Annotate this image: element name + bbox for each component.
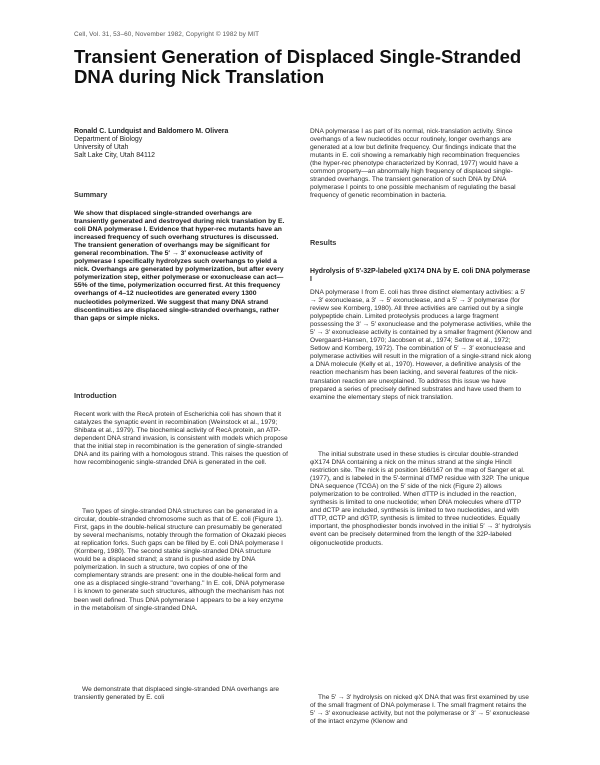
author-names: Ronald C. Lundquist and Baldomero M. Olivera (74, 128, 229, 135)
author-block (74, 128, 289, 160)
author-department: Department of Biology (74, 136, 143, 144)
intro-paragraph-3: We demonstrate that displaced single-stranded DNA overhangs are transiently generated by E. coli (74, 686, 280, 702)
article-title: Transient Generation of Displaced Single-Stranded DNA during Nick Translation (74, 46, 522, 87)
author-city: Salt Lake City, Utah 84112 (74, 152, 155, 160)
results-heading: Results (310, 238, 337, 247)
intro-paragraph-2: Two types of single-stranded DNA structures can be generated in a circular, double-stranded chromosome such as that of E. coli (Figure 1). First, gaps in the double-helical structure can presumably be generated by several mechanisms, notably through the formation of Okazaki pieces at replication forks. Such gaps can be filled by E. coli DNA polymerase I (Kornberg, 1980). The second stable single-stranded DNA structure would be a displaced strand; a strand is pushed aside by DNA polymerization. In such a structure, two copies of one of the complementary strands are present: one in the double-helical form and one as a displaced single-strand "overhang." In E. coli, DNA polymerase I is known to generate such structures, although the mechanism has not been well defined. Thus DNA polymerase I appears to be a key enzyme in the metabolism of single-stranded DNA. (74, 508, 287, 612)
introduction-heading: Introduction (74, 391, 117, 400)
results-subheading: Hydrolysis of 5′-32P-labeled φX174 DNA by E. coli DNA polymerase I (310, 268, 531, 284)
right-paragraph-2: DNA polymerase I from E. coli has three distinct elementary activities: a 5′ → 3′ exonuclease, a 3′ → 5′ exonuclease, and a 5′ → 3′ polymerase (for review see Kornberg, 1980). All three activities are carried out by a single polypeptide chain. Limited proteolysis produces a large fragment possessing the 3′ → 5′ exonuclease and the polymerase activities, while the 5′ → 3′ exonuclease activity is contained by a smaller fragment (Klenow and Overgaard-Hansen, 1970; Jacobsen et al., 1974; Setlow et al., 1972; Setlow and Kornberg, 1972). The combination of 5′ → 3′ exonuclease and polymerase activities will result in the migration of a single-strand nick along a DNA molecule (Kelly et al., 1970). However, a definitive analysis of the reaction mechanism has been lacking, and several features of the nick-translation reaction are unexplained. To address this issue we have prepared a series of precisely defined substrates and have used them to examine the elementary steps of nick translation. (310, 289, 532, 401)
right-paragraph-3: The initial substrate used in these studies is circular double-stranded φX174 DNA containing a nick on the minus strand at the single HincII restriction site. The nick is at position 166/167 on the map of Sanger et al. (1977), and is labeled in the 5′-terminal dTMP residue with 32P. The unique DNA sequence (TCGA) on the 5′ side of the nick (Figure 2) allows polymerization to be controlled. When dTTP is included in the reaction, synthesis is limited to one nucleotide; when DNA molecules where dTTP and dCTP are included, synthesis is limited to two nucleotides, and with dTTP, dCTP and dGTP, synthesis is limited to three nucleotides. Equally important, the phosphodiester bonds involved in the initial 5′ → 3′ hydrolysis event can be precisely determined from the length of the 32P-labeled oligonucleotide products. (310, 451, 531, 547)
right-paragraph-1: DNA polymerase I as part of its normal, nick-translation activity. Since overhangs of a few nucleotides occur routinely, longer overhangs are generated at a low but definite frequency. Our findings indicate that the mutants in E. coli showing a remarkably high recombination frequencies (the hyper-rec phenotype characterized by Konrad, 1977) would have a common property—an abnormally high frequency of displaced single-stranded overhangs. The transient generation of such DNA by DNA polymerase I points to one possible mechanism of regulating the basal frequency of genetic recombination in bacteria. (310, 128, 520, 200)
right-paragraph-4: The 5′ → 3′ hydrolysis on nicked φX DNA that was first examined by use of the small fragment of DNA polymerase I. The small fragment retains the 5′ → 3′ exonuclease activity, but not the polymerase or 3′ → 5′ exonuclease of the intact enzyme (Klenow and (310, 694, 530, 726)
journal-header: Cell, Vol. 31, 53–60, November 1982, Copyright © 1982 by MIT (74, 31, 260, 38)
summary-abstract: We show that displaced single-stranded overhangs are transiently generated and destroyed during nick translation by E. coli DNA polymerase I. Evidence that hyper-rec mutants have an increased frequency of such overhang structures is discussed. The transient generation of overhangs may be significant for general recombination. The 5′ → 3′ exonuclease activity of polymerase I specifically hydrolyzes such overhangs to yield a nick. Overhangs are generated by polymerization, but after every polymerization step, either polymerase or exonuclease can act—55% of the time, polymerization occurred first. At this frequency overhangs of 4–12 nucleotides are generated every 1300 nucleotides polymerized. We suggest that many DNA strand discontinuities are displaced single-stranded overhangs, rather than gaps or simple nicks. (74, 210, 285, 322)
author-university: University of Utah (74, 144, 129, 152)
intro-paragraph-1: Recent work with the RecA protein of Escherichia coli has shown that it catalyzes the synaptic event in recombination (Weinstock et al., 1979; Shibata et al., 1979). The biochemical activity of RecA protein, an ATP-dependent DNA strand invasion, is consistent with models which propose that the initial step in recombination is the generation of single-stranded DNA and its pairing with a homologous strand. This raises the question of how recombinogenic single-stranded DNA is generated in the cell. (74, 411, 288, 467)
summary-heading: Summary (74, 190, 108, 199)
